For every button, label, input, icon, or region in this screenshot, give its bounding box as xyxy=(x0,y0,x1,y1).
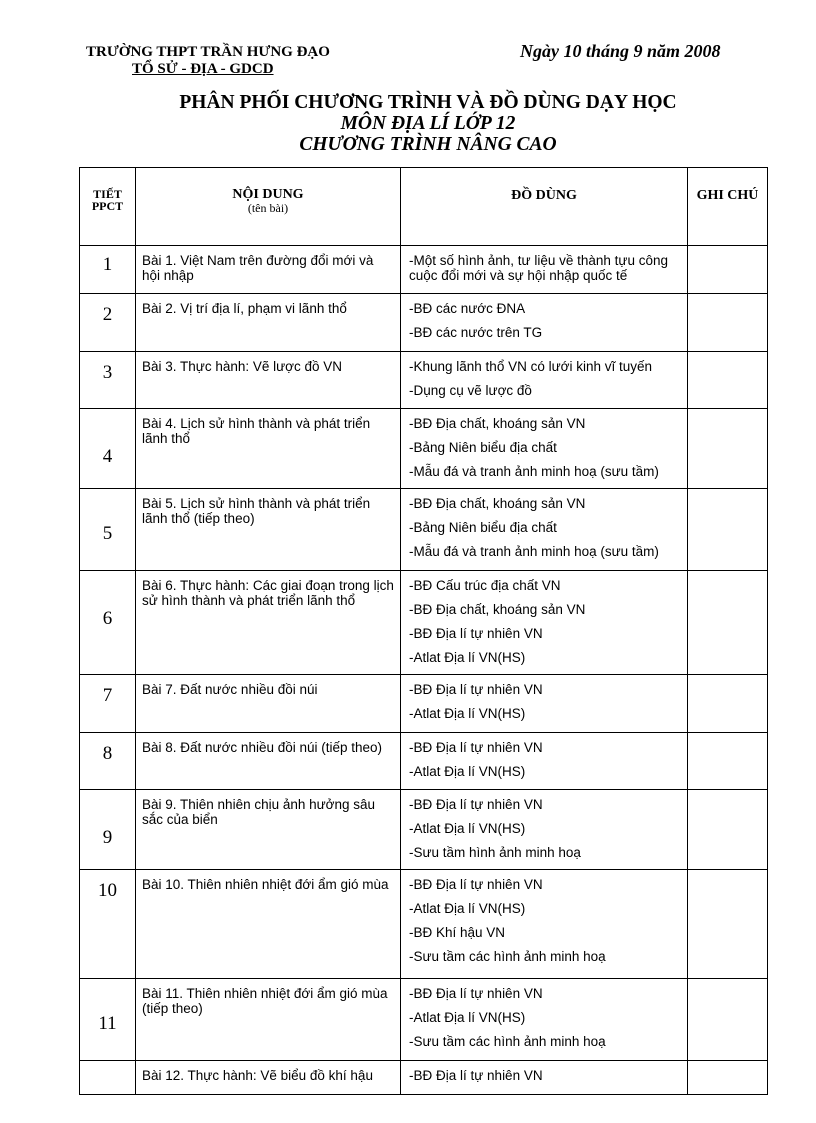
title-block xyxy=(0,92,816,156)
notes-cell xyxy=(688,489,768,571)
material-item: -BĐ Khí hậu VN xyxy=(409,925,506,940)
table-row xyxy=(80,489,768,571)
notes-cell xyxy=(688,246,768,294)
school-name: TRƯỜNG THPT TRẦN HƯNG ĐẠO xyxy=(86,44,330,60)
notes-cell xyxy=(688,352,768,409)
material-item: -BĐ Địa chất, khoáng sản VN xyxy=(409,416,586,431)
lesson-materials xyxy=(401,489,688,571)
material-item: -Mẫu đá và tranh ảnh minh hoạ (sưu tầm) xyxy=(409,464,659,479)
material-item: -Sưu tầm các hình ảnh minh hoạ xyxy=(409,1034,606,1049)
lesson-title: Bài 5. Lịch sử hình thành và phát triển lãnh thổ (tiếp theo) xyxy=(136,489,401,571)
lesson-materials xyxy=(401,294,688,352)
material-item: -BĐ Địa lí tự nhiên VN xyxy=(409,797,543,812)
material-item: -Bảng Niên biểu địa chất xyxy=(409,520,557,535)
material-item: -Một số hình ảnh, tư liệu về thành tựu công cuộc đổi mới và sự hội nhập quốc tế xyxy=(409,253,668,283)
notes-cell xyxy=(688,790,768,870)
col-header-noidung-label: NỘI DUNG xyxy=(232,187,304,202)
lesson-materials xyxy=(401,675,688,733)
table-row xyxy=(80,870,768,979)
lesson-materials xyxy=(401,352,688,409)
lesson-title: Bài 7. Đất nước nhiều đồi núi xyxy=(136,675,401,733)
material-item: -Atlat Địa lí VN(HS) xyxy=(409,650,526,665)
col-header-ghichu: GHI CHÚ xyxy=(688,168,768,246)
material-item: -BĐ Địa lí tự nhiên VN xyxy=(409,986,543,1001)
lesson-number: 11 xyxy=(80,979,136,1061)
material-item: -Sưu tầm các hình ảnh minh hoạ xyxy=(409,949,606,964)
lesson-number: 6 xyxy=(80,571,136,675)
notes-cell xyxy=(688,733,768,790)
lesson-materials xyxy=(401,246,688,294)
lesson-title: Bài 3. Thực hành: Vẽ lược đồ VN xyxy=(136,352,401,409)
lesson-title: Bài 2. Vị trí địa lí, phạm vi lãnh thổ xyxy=(136,294,401,352)
lesson-title: Bài 1. Việt Nam trên đường đổi mới và hội nhập xyxy=(136,246,401,294)
notes-cell xyxy=(688,870,768,979)
notes-cell xyxy=(688,979,768,1061)
lesson-title: Bài 10. Thiên nhiên nhiệt đới ẩm gió mùa xyxy=(136,870,401,979)
table-row xyxy=(80,571,768,675)
lesson-title: Bài 4. Lịch sử hình thành và phát triển lãnh thổ xyxy=(136,409,401,489)
lesson-materials xyxy=(401,409,688,489)
lesson-title: Bài 8. Đất nước nhiều đồi núi (tiếp theo) xyxy=(136,733,401,790)
table-row xyxy=(80,979,768,1061)
lesson-materials xyxy=(401,571,688,675)
table-row xyxy=(80,246,768,294)
material-item: -BĐ Cấu trúc địa chất VN xyxy=(409,578,561,593)
lesson-number xyxy=(80,1061,136,1095)
material-item: -Atlat Địa lí VN(HS) xyxy=(409,1010,526,1025)
lesson-materials xyxy=(401,979,688,1061)
material-item: -BĐ Địa chất, khoáng sản VN xyxy=(409,496,586,511)
notes-cell xyxy=(688,571,768,675)
lesson-number: 5 xyxy=(80,489,136,571)
material-item: -Dụng cụ vẽ lược đồ xyxy=(409,383,532,398)
col-header-noidung-sub: (tên bài) xyxy=(247,201,289,215)
table-header-row xyxy=(80,168,768,246)
lesson-title: Bài 12. Thực hành: Vẽ biểu đồ khí hậu xyxy=(136,1061,401,1095)
material-item: -Atlat Địa lí VN(HS) xyxy=(409,706,526,721)
material-item: -Atlat Địa lí VN(HS) xyxy=(409,901,526,916)
lesson-title: Bài 6. Thực hành: Các giai đoạn trong lịch sử hình thành và phát triển lãnh thổ xyxy=(136,571,401,675)
material-item: -BĐ Địa lí tự nhiên VN xyxy=(409,1068,543,1083)
subject-title: MÔN ĐỊA LÍ LỚP 12 xyxy=(340,113,516,134)
material-item: -Mẫu đá và tranh ảnh minh hoạ (sưu tầm) xyxy=(409,544,659,559)
material-item: -Bảng Niên biểu địa chất xyxy=(409,440,557,455)
department-name: TỔ SỬ - ĐỊA - GDCD xyxy=(132,61,274,77)
col-header-tiet: TIẾT PPCT xyxy=(80,168,136,246)
school-header xyxy=(86,44,330,78)
document-date: Ngày 10 tháng 9 năm 2008 xyxy=(520,41,721,61)
material-item: -Atlat Địa lí VN(HS) xyxy=(409,764,526,779)
material-item: -BĐ Địa lí tự nhiên VN xyxy=(409,682,543,697)
col-header-dodung: ĐỒ DÙNG xyxy=(401,168,688,246)
table-row xyxy=(80,790,768,870)
notes-cell xyxy=(688,409,768,489)
lesson-materials xyxy=(401,1061,688,1095)
material-item: -BĐ các nước ĐNA xyxy=(409,301,526,316)
material-item: -BĐ Địa lí tự nhiên VN xyxy=(409,626,543,641)
lesson-number: 9 xyxy=(80,790,136,870)
lesson-number: 1 xyxy=(80,246,136,294)
material-item: -BĐ Địa lí tự nhiên VN xyxy=(409,740,543,755)
lesson-number: 10 xyxy=(80,870,136,979)
table-row xyxy=(80,1061,768,1095)
lesson-number: 8 xyxy=(80,733,136,790)
notes-cell xyxy=(688,294,768,352)
table-row xyxy=(80,733,768,790)
col-header-noidung xyxy=(136,168,401,246)
material-item: -BĐ Địa chất, khoáng sản VN xyxy=(409,602,586,617)
lesson-materials xyxy=(401,733,688,790)
lesson-title: Bài 11. Thiên nhiên nhiệt đới ẩm gió mùa (tiếp theo) xyxy=(136,979,401,1061)
page-title: PHÂN PHỐI CHƯƠNG TRÌNH VÀ ĐỒ DÙNG DẠY HỌC xyxy=(179,92,677,113)
lesson-number: 7 xyxy=(80,675,136,733)
material-item: -Atlat Địa lí VN(HS) xyxy=(409,821,526,836)
table-row xyxy=(80,409,768,489)
material-item: -BĐ các nước trên TG xyxy=(409,325,543,340)
table-row xyxy=(80,352,768,409)
table-row xyxy=(80,675,768,733)
lesson-materials xyxy=(401,790,688,870)
curriculum-table xyxy=(79,167,768,1095)
program-title: CHƯƠNG TRÌNH NÂNG CAO xyxy=(299,134,557,155)
lesson-number: 2 xyxy=(80,294,136,352)
lesson-number: 4 xyxy=(80,409,136,489)
lesson-title: Bài 9. Thiên nhiên chịu ảnh hưởng sâu sắc của biển xyxy=(136,790,401,870)
lesson-number: 3 xyxy=(80,352,136,409)
material-item: -Khung lãnh thổ VN có lưới kinh vĩ tuyến xyxy=(409,359,653,374)
material-item: -Sưu tầm hình ảnh minh hoạ xyxy=(409,845,581,860)
notes-cell xyxy=(688,675,768,733)
material-item: -BĐ Địa lí tự nhiên VN xyxy=(409,877,543,892)
lesson-materials xyxy=(401,870,688,979)
notes-cell xyxy=(688,1061,768,1095)
table-row xyxy=(80,294,768,352)
